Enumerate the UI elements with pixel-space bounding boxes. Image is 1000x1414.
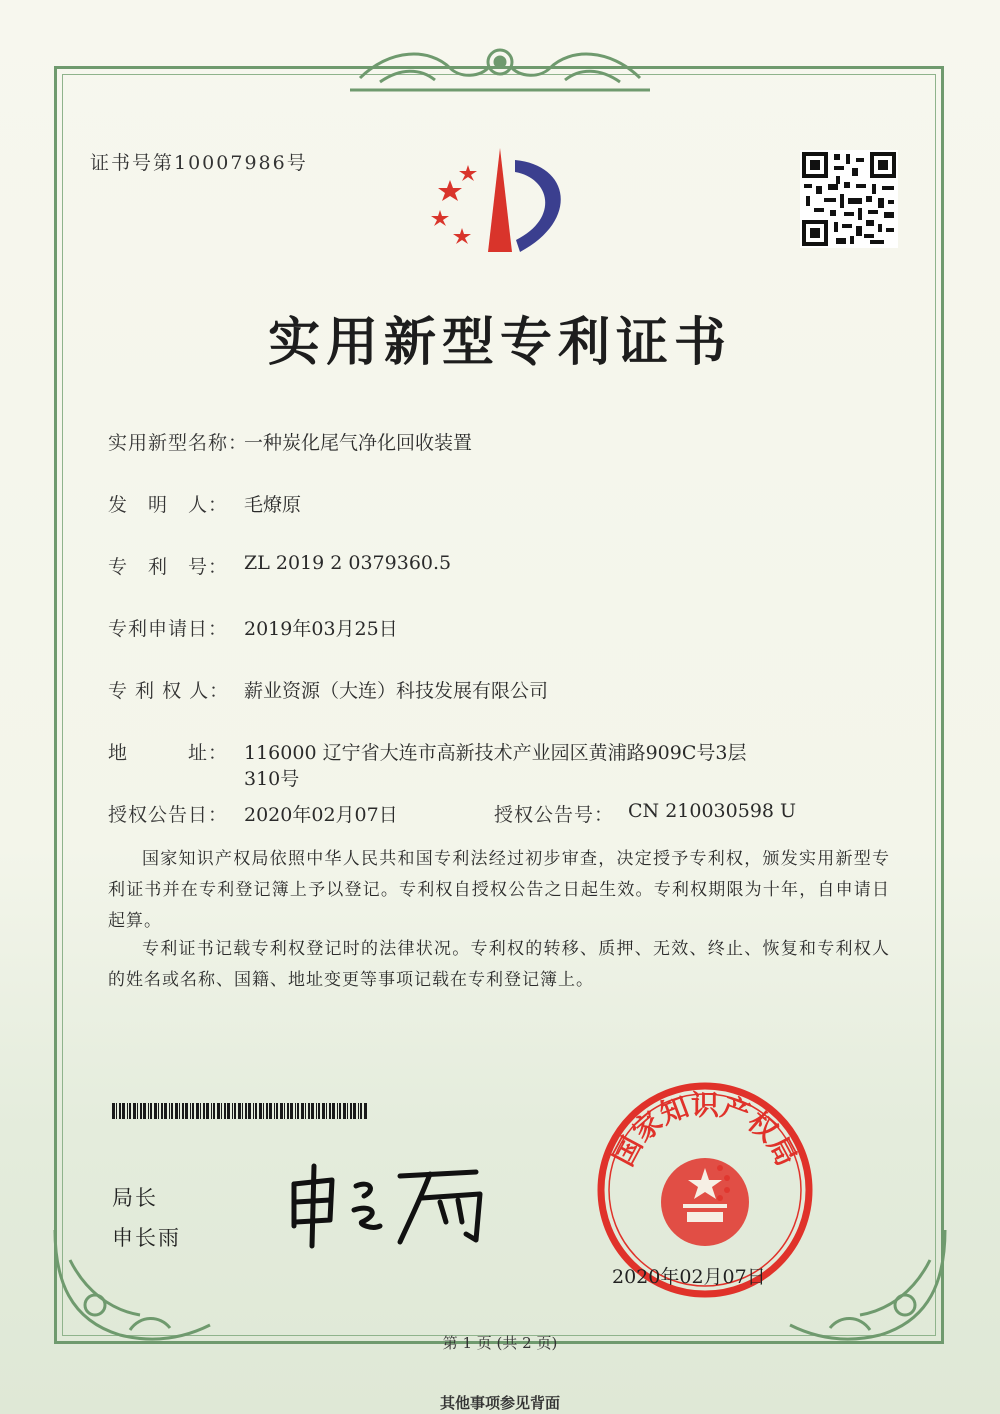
signature-icon [280, 1160, 510, 1250]
filing-date-value: 2019年03月25日 [244, 618, 398, 640]
barcode-icon [112, 1103, 370, 1119]
page-number: 第 1 页 (共 2 页) [442, 1334, 558, 1352]
utility-model-name-label: 实用新型名称： [108, 432, 249, 454]
patent-office-logo-icon [420, 140, 580, 270]
address-value-line1: 116000 辽宁省大连市高新技术产业园区黄浦路909C号3层 [244, 742, 747, 764]
statement-paragraph-2: 专利证书记载专利权登记时的法律状况。专利权的转移、质押、无效、终止、恢复和专利权人的姓名或名称、国籍、地址变更等事项记载在专利登记簿上。 [108, 939, 890, 990]
footer-note: 其他事项参见背面 [439, 1394, 560, 1412]
grant-number-label: 授权公告号： [494, 804, 615, 826]
filing-date-label: 专利申请日： [108, 618, 229, 640]
utility-model-name-value: 一种炭化尾气净化回收装置 [244, 432, 473, 454]
director-title: 局长 [112, 1186, 158, 1210]
address-value-line2: 310号 [244, 768, 300, 790]
patent-number-label: 专 利 号： [108, 556, 229, 578]
patent-number-value: ZL 2019 2 0379360.5 [244, 552, 452, 574]
statement-paragraph-1: 国家知识产权局依照中华人民共和国专利法经过初步审查，决定授予专利权，颁发实用新型专利证书并在专利登记簿上予以登记。专利权自授权公告之日起生效。专利权期限为十年，自申请日起算。 [108, 849, 890, 931]
certificate-number: 证书号第10007986号 [90, 152, 308, 174]
patentee-label: 专 利 权 人： [108, 680, 230, 702]
page-title: 实用新型专利证书 [267, 313, 732, 373]
grant-date-value: 2020年02月07日 [244, 804, 398, 826]
inventor-label: 发 明 人： [108, 494, 229, 516]
patentee-value: 薪业资源（大连）科技发展有限公司 [244, 680, 549, 702]
seal-date: 2020年02月07日 [612, 1266, 766, 1288]
seal-text: 国家知识产权局 [606, 1088, 804, 1172]
top-ornament-icon [340, 38, 660, 98]
address-label: 地 址： [108, 742, 229, 764]
grant-date-label: 授权公告日： [108, 804, 229, 826]
director-name: 申长雨 [112, 1226, 181, 1250]
inventor-value: 毛燎原 [244, 494, 302, 516]
qr-code-icon [800, 150, 898, 248]
grant-number-value: CN 210030598 U [628, 800, 797, 822]
